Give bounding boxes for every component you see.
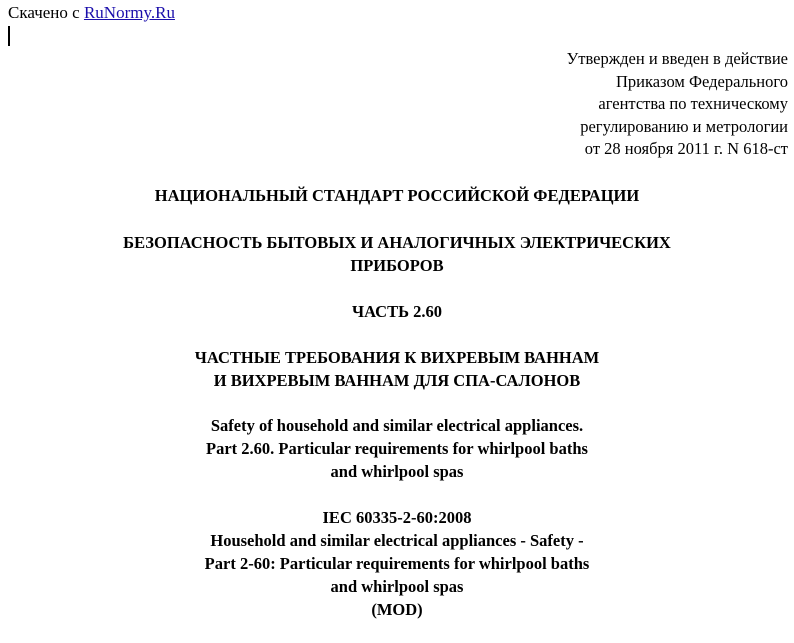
standard-name-line: ПРИБОРОВ — [350, 256, 444, 275]
source-link[interactable]: RuNormy.Ru — [83, 3, 175, 22]
approval-line: агентства по техническому — [598, 94, 788, 113]
iec-line: (MOD) — [371, 600, 423, 619]
part-heading — [0, 300, 794, 323]
english-title — [0, 414, 794, 483]
approval-line: от 28 ноября 2011 г. N 618-ст — [584, 139, 788, 158]
part-heading-line: ЧАСТЬ 2.60 — [351, 302, 443, 321]
english-title-line: Part 2.60. Particular requirements for whirlpool baths — [206, 439, 588, 458]
subtitle — [0, 346, 794, 392]
iec-block — [0, 506, 794, 621]
subtitle-line: ЧАСТНЫЕ ТРЕБОВАНИЯ К ВИХРЕВЫМ ВАННАМ — [194, 348, 600, 367]
iec-line: IEC 60335-2-60:2008 — [322, 508, 472, 527]
standard-name — [0, 231, 794, 277]
iec-line: Part 2-60: Particular requirements for whirlpool baths — [204, 554, 590, 573]
standard-heading-line: НАЦИОНАЛЬНЫЙ СТАНДАРТ РОССИЙСКОЙ ФЕДЕРАЦИИ — [154, 186, 640, 205]
iec-line: and whirlpool spas — [330, 577, 464, 596]
approval-line: Утвержден и введен в действие — [566, 49, 788, 68]
approval-line: регулированию и метрологии — [580, 116, 788, 136]
standard-heading — [0, 184, 794, 207]
iec-line: Household and similar electrical appliances - Safety - — [210, 531, 584, 550]
approval-line: Приказом Федерального — [615, 71, 788, 91]
english-title-line: Safety of household and similar electrical appliances. — [210, 416, 584, 435]
subtitle-line: И ВИХРЕВЫМ ВАННАМ ДЛЯ СПА-САЛОНОВ — [213, 371, 581, 390]
english-title-line: and whirlpool spas — [330, 462, 464, 481]
text-cursor — [8, 26, 10, 46]
standard-name-line: БЕЗОПАСНОСТЬ БЫТОВЫХ И АНАЛОГИЧНЫХ ЭЛЕКТРИЧЕСКИХ — [123, 233, 671, 252]
approval-block — [468, 48, 788, 161]
source-prefix: Скачено с — [8, 3, 80, 22]
source-line — [8, 3, 175, 23]
